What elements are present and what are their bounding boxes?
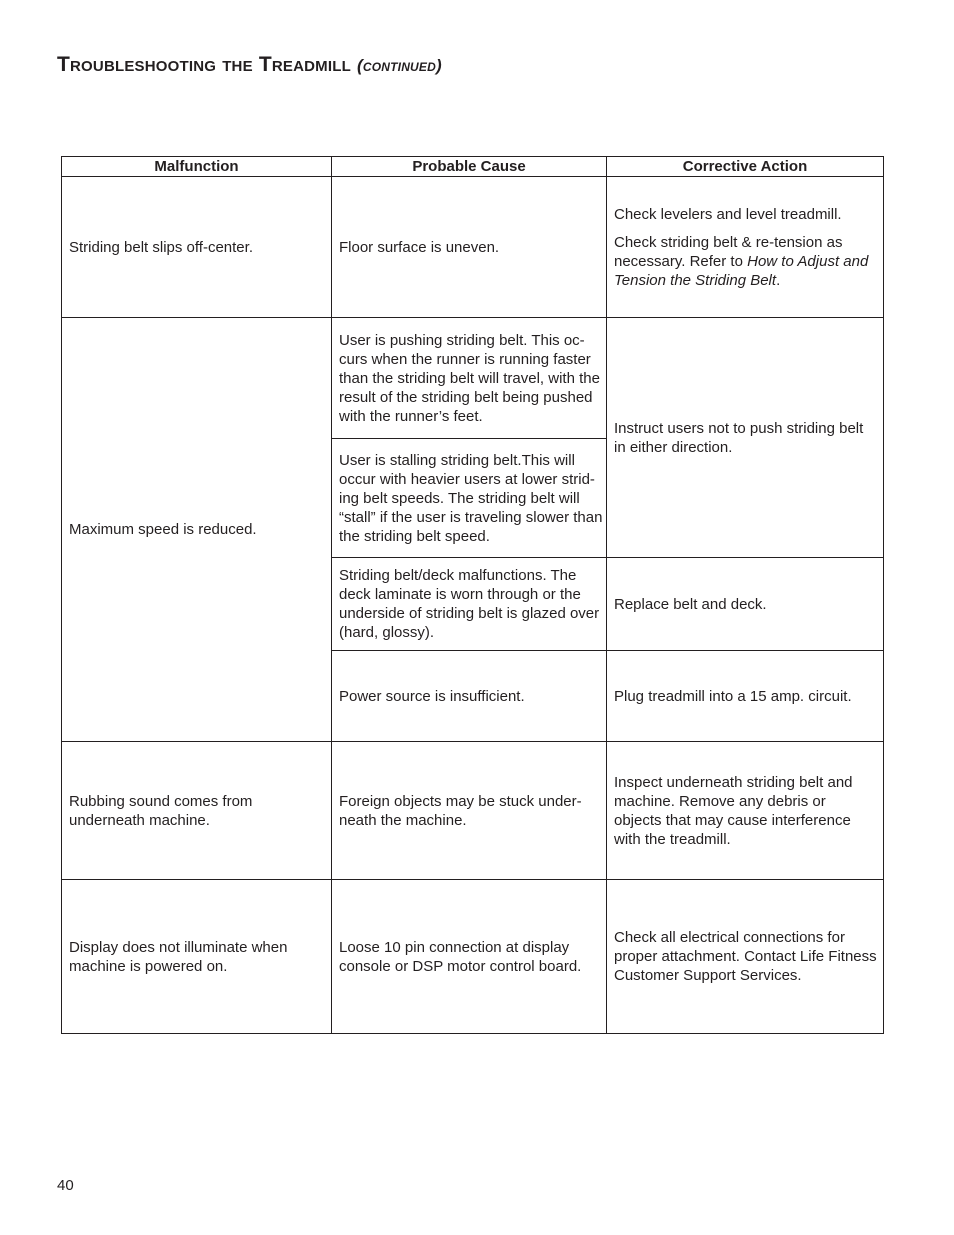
action-cell: Instruct users not to push striding belt in either direction. [607,318,884,558]
troubleshooting-table [61,156,884,1034]
cause-cell: User is pushing striding belt. This oc-curs when the runner is running faster than the striding belt will travel, with the result of the striding belt being pushed with the runner’s feet. [332,318,607,439]
page-title-continued: (continued) [357,56,442,75]
table-row [62,742,884,880]
action-cell: Check all electrical connections for proper attachment. Contact Life Fitness Customer Support Services. [607,880,884,1034]
header-corrective-action: Corrective Action [607,157,884,177]
cause-cell: Striding belt/deck malfunctions. The deck laminate is worn through or the underside of striding belt is glazed over (hard, glossy). [332,558,607,651]
action-cell: Replace belt and deck. [607,558,884,651]
malfunction-cell: Display does not illuminate when machine is powered on. [62,880,332,1034]
page-number: 40 [57,1177,74,1194]
action-cell: Plug treadmill into a 15 amp. circuit. [607,651,884,742]
action-text [614,233,879,290]
cause-cell: Floor surface is uneven. [332,177,607,318]
header-malfunction: Malfunction [62,157,332,177]
action-text-prefix: Check striding belt & re-tension as necessary. Refer to [614,233,843,270]
table-row [62,318,884,439]
manual-reference: How to Adjust and Tension the Striding Belt [614,252,869,289]
action-cell: Inspect underneath striding belt and machine. Remove any debris or objects that may cause interference with the treadmill. [607,742,884,880]
header-probable-cause: Probable Cause [332,157,607,177]
cause-cell: Power source is insufficient. [332,651,607,742]
cause-cell: User is stalling striding belt.This will occur with heavier users at lower strid-ing belt speeds. The striding belt will “stall” if the user is traveling slower than the striding belt speed. [332,439,607,558]
table-header-row [62,157,884,177]
action-text-suffix: . [776,271,781,289]
page-title [57,53,442,77]
action-text: Check levelers and level treadmill. [614,205,842,223]
malfunction-cell: Striding belt slips off-center. [62,177,332,318]
table-row [62,880,884,1034]
table-row [62,177,884,318]
page-title-main: Troubleshooting the Treadmill [57,53,351,76]
action-cell [607,177,884,318]
malfunction-cell: Rubbing sound comes from underneath machine. [62,742,332,880]
cause-cell: Loose 10 pin connection at display console or DSP motor control board. [332,880,607,1034]
malfunction-cell: Maximum speed is reduced. [62,318,332,742]
cause-cell: Foreign objects may be stuck under-neath the machine. [332,742,607,880]
